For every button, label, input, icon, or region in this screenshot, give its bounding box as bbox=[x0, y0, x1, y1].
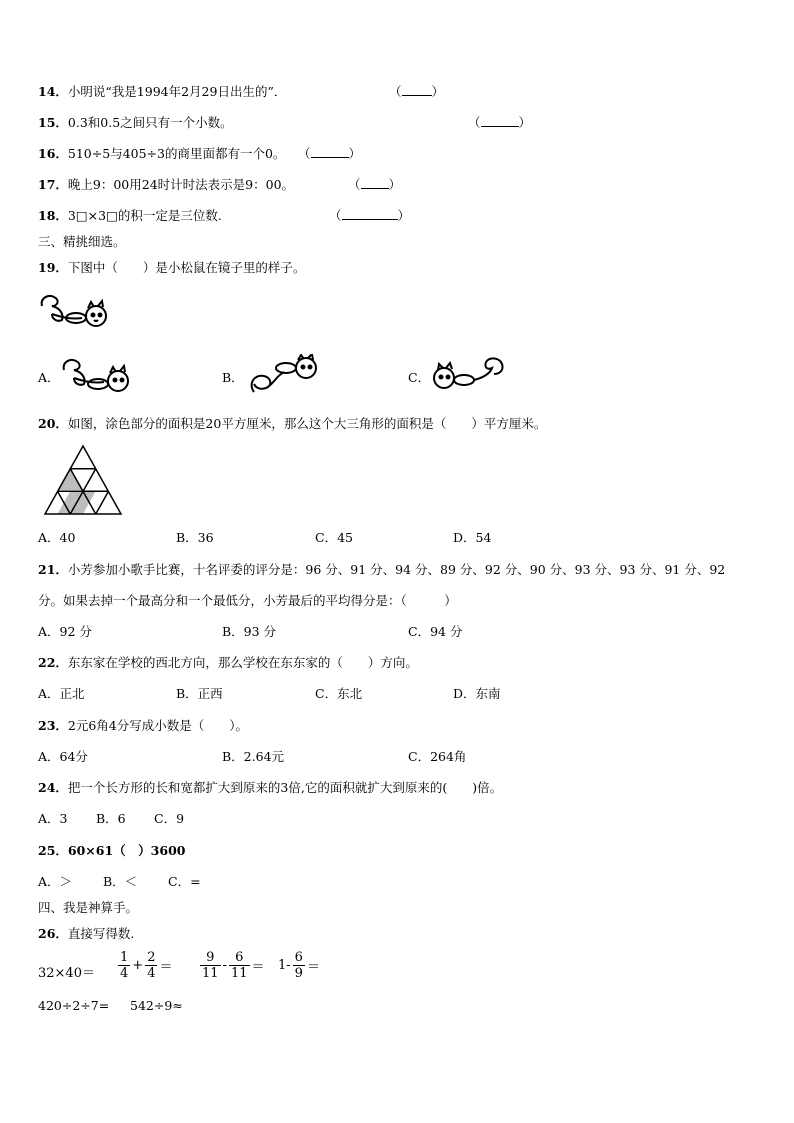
question-number: 19． bbox=[38, 260, 68, 275]
section-heading-3: 三、精挑细选。 bbox=[38, 234, 126, 249]
question-21-continued: 分。如果去掉一个最高分和一个最低分，小芳最后的平均得分是：（ ） bbox=[38, 593, 457, 608]
question-22 bbox=[38, 655, 418, 671]
question-text: 小明说“我是1994年2月29日出生的”． bbox=[67, 84, 287, 99]
question-number: 23． bbox=[38, 718, 68, 733]
question-number: 15． bbox=[38, 115, 68, 130]
option-c[interactable]: C．东北 bbox=[315, 686, 363, 701]
question-text: 把一个长方形的长和宽都扩大到原来的3倍,它的面积就扩大到原来的( )倍。 bbox=[67, 780, 503, 795]
question-number: 17． bbox=[38, 177, 68, 192]
option-a[interactable]: A．3 bbox=[38, 811, 68, 826]
option-c[interactable]: C．94 分 bbox=[408, 624, 463, 639]
question-number: 24． bbox=[38, 780, 68, 795]
question-text: 直接写得数. bbox=[67, 926, 135, 941]
option-d[interactable]: D．54 bbox=[453, 530, 492, 545]
question-text: 0.3和0.5之间只有一个小数。 bbox=[67, 115, 233, 130]
option-b[interactable]: B． bbox=[222, 370, 244, 385]
squirrel-option-c-image bbox=[430, 354, 506, 394]
option-c[interactable]: C．264角 bbox=[408, 749, 467, 764]
section-heading-4: 四、我是神算手。 bbox=[38, 900, 139, 915]
expression-2: $\frac{1}{4}$ + $\frac{2}{4}$ ＝ bbox=[120, 950, 173, 981]
question-26 bbox=[38, 926, 134, 942]
option-b[interactable]: B．6 bbox=[96, 811, 126, 826]
question-25 bbox=[38, 843, 185, 859]
triangle-figure bbox=[44, 444, 124, 516]
option-b[interactable]: B．2.64元 bbox=[222, 749, 285, 764]
question-16 bbox=[38, 146, 285, 162]
question-14 bbox=[38, 84, 286, 100]
question-text: 晚上9：00用24时计时法表示是9：00。 bbox=[67, 177, 295, 192]
option-a[interactable]: A．92 分 bbox=[38, 624, 92, 639]
answer-blank[interactable]: （ ） bbox=[389, 84, 445, 99]
squirrel-option-a-image bbox=[60, 356, 134, 394]
question-number: 18． bbox=[38, 208, 68, 223]
question-number: 16． bbox=[38, 146, 68, 161]
question-text: 3□×3□的积一定是三位数. bbox=[67, 208, 222, 223]
option-c[interactable]: C．9 bbox=[154, 811, 185, 826]
option-c[interactable]: C．= bbox=[168, 874, 201, 889]
squirrel-option-b-image bbox=[246, 354, 322, 396]
question-text: 东东家在学校的西北方向，那么学校在东东家的（ ）方向。 bbox=[67, 655, 418, 670]
option-a[interactable]: A．64分 bbox=[38, 749, 88, 764]
question-text: 小芳参加小歌手比赛，十名评委的评分是：96 分、91 分、94 分、89 分、92 分、90 分、93 分、93 分、91 分、92 bbox=[67, 562, 726, 577]
question-24 bbox=[38, 780, 502, 796]
question-19 bbox=[38, 260, 305, 276]
answer-blank[interactable]: （ ） bbox=[348, 177, 402, 192]
option-b[interactable]: B．正西 bbox=[176, 686, 223, 701]
expression-5: 420÷2÷7= bbox=[38, 998, 110, 1013]
question-number: 26． bbox=[38, 926, 68, 941]
expression-1: 32×40＝ bbox=[38, 966, 95, 981]
answer-blank[interactable]: （ ） bbox=[468, 115, 532, 130]
option-c[interactable]: C．45 bbox=[315, 530, 353, 545]
question-number: 22． bbox=[38, 655, 68, 670]
option-d[interactable]: D．东南 bbox=[453, 686, 501, 701]
option-c[interactable]: C． bbox=[408, 370, 431, 385]
answer-blank[interactable]: （ ） bbox=[298, 146, 362, 161]
question-text: 下图中（ ）是小松鼠在镜子里的样子。 bbox=[67, 260, 306, 275]
question-23 bbox=[38, 718, 248, 734]
question-number: 21． bbox=[38, 562, 68, 577]
question-20 bbox=[38, 416, 546, 432]
question-number: 14． bbox=[38, 84, 68, 99]
question-17 bbox=[38, 177, 294, 193]
option-a[interactable]: A．40 bbox=[38, 530, 76, 545]
option-b[interactable]: B．＜ bbox=[103, 874, 138, 889]
question-text: 如图，涂色部分的面积是20平方厘米，那么这个大三角形的面积是（ ）平方厘米。 bbox=[67, 416, 547, 431]
question-15 bbox=[38, 115, 233, 131]
question-text: 60×61（ ）3600 bbox=[67, 843, 186, 858]
question-number: 20． bbox=[38, 416, 68, 431]
question-18 bbox=[38, 208, 222, 224]
question-number: 25． bbox=[38, 843, 68, 858]
answer-blank[interactable]: （ ） bbox=[329, 208, 411, 223]
expression-3: $\frac{9}{11}$ - $\frac{6}{11}$ ＝ bbox=[202, 950, 265, 981]
option-a[interactable]: A． bbox=[38, 370, 60, 385]
question-text: 510÷5与405÷3的商里面都有一个0。 bbox=[67, 146, 286, 161]
option-a[interactable]: A．＞ bbox=[38, 874, 73, 889]
option-b[interactable]: B．93 分 bbox=[222, 624, 277, 639]
expression-4: 1- $\frac{6}{9}$ ＝ bbox=[278, 950, 320, 981]
question-21 bbox=[38, 562, 725, 578]
option-a[interactable]: A．正北 bbox=[38, 686, 85, 701]
option-b[interactable]: B．36 bbox=[176, 530, 214, 545]
question-text: 2元6角4分写成小数是（ ）。 bbox=[67, 718, 249, 733]
squirrel-original-image bbox=[38, 292, 112, 330]
expression-6: 542÷9≈ bbox=[130, 998, 183, 1013]
